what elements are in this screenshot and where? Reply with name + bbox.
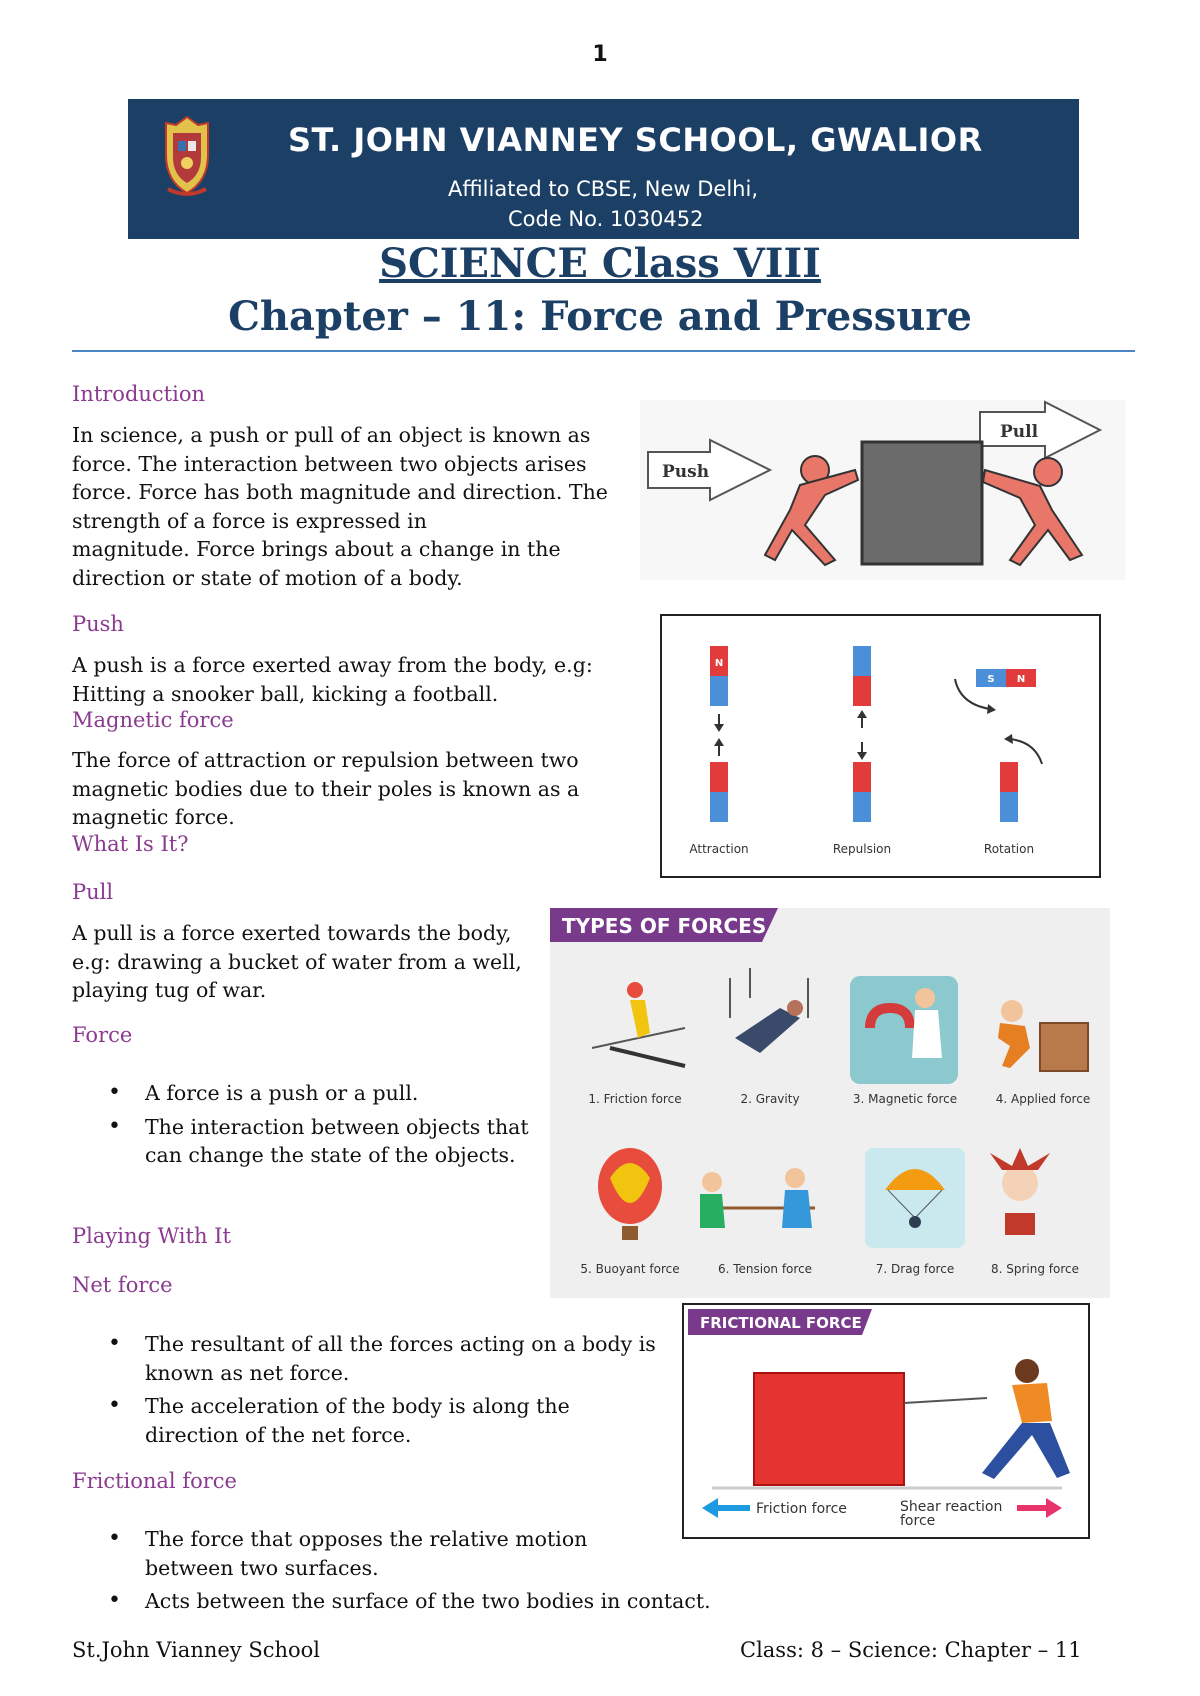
text-line: The force of attraction or repulsion between two bbox=[72, 748, 579, 772]
push-label: Push bbox=[662, 462, 710, 482]
text-line: magnetic bodies due to their poles is known as a bbox=[72, 776, 580, 801]
heading-what-is-it: What Is It? bbox=[72, 832, 189, 856]
box-icon bbox=[862, 442, 982, 564]
magnetic-text bbox=[72, 746, 612, 832]
list-item bbox=[72, 1525, 772, 1582]
list-item bbox=[72, 1330, 672, 1387]
pole-label: N bbox=[714, 658, 724, 669]
text-line: • The resultant of all the forces acting on a body is bbox=[145, 1332, 656, 1356]
force-type-label: 7. Drag force bbox=[875, 1262, 955, 1276]
heading-frictional-force: Frictional force bbox=[72, 1469, 237, 1493]
heading-push: Push bbox=[72, 612, 124, 636]
parachute-icon bbox=[865, 1148, 965, 1248]
document-title: SCIENCE Class VIII bbox=[379, 240, 821, 287]
magnet-caption: Repulsion bbox=[832, 842, 892, 856]
text-line: can change the state of the objects. bbox=[145, 1143, 516, 1167]
list-item bbox=[72, 1079, 542, 1108]
text-line: Hitting a snooker ball, kicking a football. bbox=[72, 681, 499, 706]
text-line: playing tug of war. bbox=[72, 978, 267, 1002]
text-line: magnetic force. bbox=[72, 805, 235, 829]
force-bullets bbox=[72, 1079, 542, 1175]
text-line: • Acts between the surface of the two bodies in contact. bbox=[145, 1589, 711, 1613]
types-of-forces-figure bbox=[550, 908, 1110, 1298]
list-item bbox=[72, 1113, 542, 1170]
shear-reaction-label: force bbox=[900, 1513, 936, 1529]
school-crest-icon bbox=[158, 115, 216, 199]
push-pull-figure bbox=[640, 400, 1125, 580]
footer-school: St.John Vianney School bbox=[72, 1638, 321, 1662]
magnet-poles-figure bbox=[660, 614, 1101, 878]
chapter-title: Chapter – 11: Force and Pressure bbox=[228, 293, 972, 340]
text-line: force. Force has both magnitude and direction. The bbox=[72, 480, 608, 504]
force-type-label: 8. Spring force bbox=[990, 1262, 1080, 1276]
frictional-bullets bbox=[72, 1525, 772, 1621]
list-item bbox=[72, 1392, 672, 1449]
force-type-label: 6. Tension force bbox=[717, 1262, 813, 1276]
text-line: • The interaction between objects that bbox=[145, 1114, 529, 1139]
text-line: direction of the net force. bbox=[145, 1422, 412, 1447]
footer-class: Class: 8 – Science: Chapter – 11 bbox=[740, 1638, 1082, 1662]
text-line: between two surfaces. bbox=[145, 1555, 379, 1580]
text-line: • The force that opposes the relative motion bbox=[145, 1527, 588, 1551]
text-line: A push is a force exerted away from the body, e.g: bbox=[72, 653, 593, 677]
shear-reaction-label: Shear reaction bbox=[900, 1499, 1003, 1515]
list-item bbox=[72, 1587, 772, 1616]
heading-pull: Pull bbox=[72, 880, 114, 904]
pull-label: Pull bbox=[1000, 422, 1039, 442]
force-type-label: 1. Friction force bbox=[588, 1092, 682, 1106]
text-line: strength of a force is expressed in bbox=[72, 508, 427, 533]
box-icon bbox=[754, 1373, 904, 1485]
frictional-force-figure bbox=[682, 1303, 1090, 1539]
magnet-person-icon bbox=[850, 976, 958, 1084]
page-number: 1 bbox=[592, 42, 608, 67]
affiliation-line: Affiliated to CBSE, New Delhi, bbox=[448, 177, 758, 201]
pole-label: S bbox=[987, 674, 995, 685]
force-type-label: 5. Buoyant force bbox=[580, 1262, 680, 1276]
magnet-caption: Attraction bbox=[689, 842, 749, 856]
force-type-label: 4. Applied force bbox=[995, 1092, 1091, 1106]
force-type-label: 3. Magnetic force bbox=[852, 1092, 958, 1106]
heading-introduction: Introduction bbox=[72, 382, 205, 406]
text-line: • A force is a push or a pull. bbox=[145, 1081, 419, 1105]
frictional-title: FRICTIONAL FORCE bbox=[700, 1314, 862, 1332]
push-text bbox=[72, 651, 612, 708]
school-banner bbox=[128, 99, 1079, 239]
heading-playing-with-it: Playing With It bbox=[72, 1224, 231, 1248]
net-force-bullets bbox=[72, 1330, 672, 1454]
pull-text bbox=[72, 919, 532, 1005]
pole-label: N bbox=[1016, 674, 1026, 685]
school-name: ST. JOHN VIANNEY SCHOOL, GWALIOR bbox=[288, 121, 983, 159]
heading-net-force: Net force bbox=[72, 1273, 173, 1297]
text-line: • The acceleration of the body is along the bbox=[145, 1394, 570, 1418]
friction-force-label: Friction force bbox=[756, 1501, 847, 1517]
text-line: magnitude. Force brings about a change in the bbox=[72, 537, 561, 561]
force-type-label: 2. Gravity bbox=[740, 1092, 800, 1106]
introduction-text bbox=[72, 421, 612, 592]
text-line: force. The interaction between two objects arises bbox=[72, 451, 587, 476]
text-line: In science, a push or pull of an object is known as bbox=[72, 423, 591, 447]
school-code: Code No. 1030452 bbox=[508, 207, 704, 231]
heading-force: Force bbox=[72, 1023, 133, 1047]
text-line: e.g: drawing a bucket of water from a well, bbox=[72, 949, 522, 974]
text-line: direction or state of motion of a body. bbox=[72, 565, 463, 590]
text-line: A pull is a force exerted towards the body, bbox=[72, 921, 512, 945]
title-rule bbox=[72, 350, 1135, 352]
magnet-caption: Rotation bbox=[983, 842, 1035, 856]
types-title: TYPES OF FORCES bbox=[562, 914, 767, 938]
text-line: known as net force. bbox=[145, 1360, 350, 1385]
heading-magnetic-force: Magnetic force bbox=[72, 708, 234, 732]
